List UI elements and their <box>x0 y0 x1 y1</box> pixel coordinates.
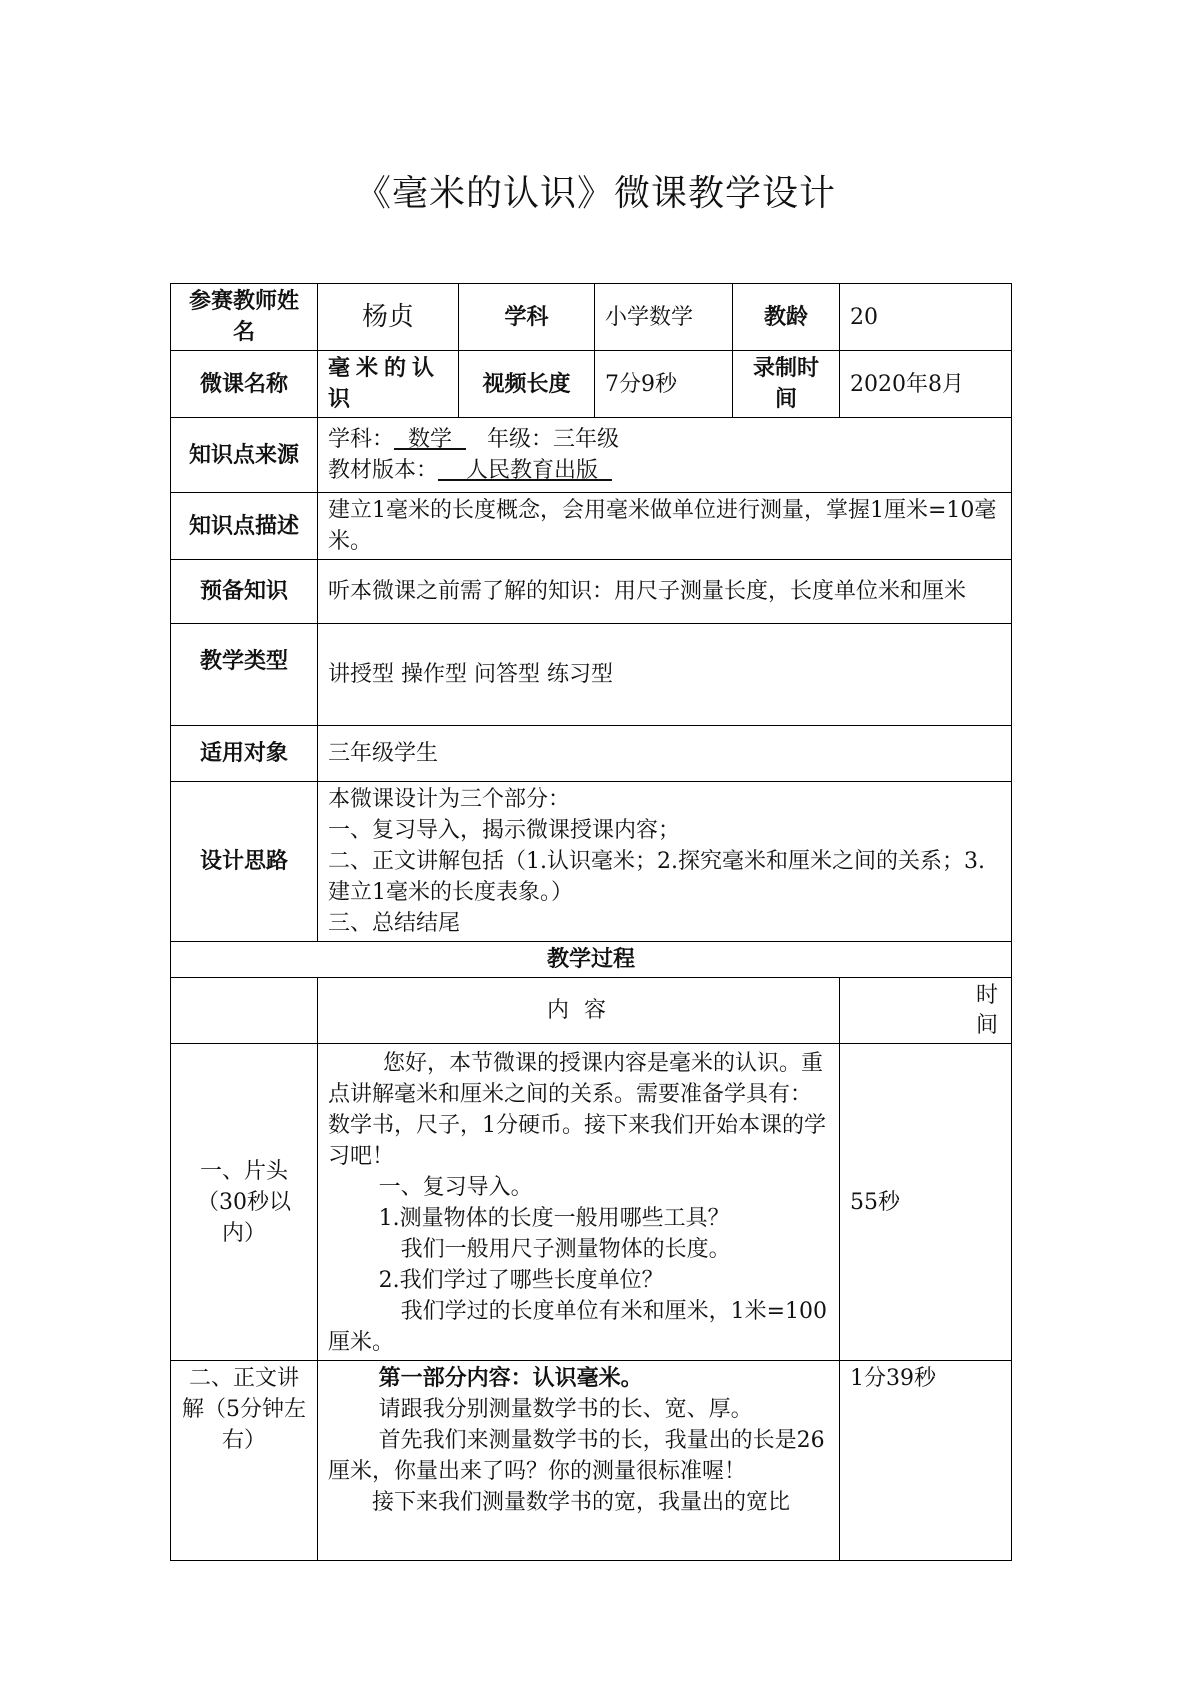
age-label: 教龄 <box>733 284 840 351</box>
course-label: 微课名称 <box>171 351 318 418</box>
design-value <box>318 782 1012 942</box>
design-label: 设计思路 <box>171 782 318 942</box>
row-prerequisite <box>171 560 1012 624</box>
row-teaching-type <box>171 624 1012 726</box>
source-grade-value: 三年级 <box>553 427 620 452</box>
description-label: 知识点描述 <box>171 493 318 560</box>
section-stage: 一、片头（30秒以内） <box>171 1044 318 1361</box>
design-line: 二、正文讲解包括（1.认识毫米；2.探究毫米和厘米之间的关系；3.建立1毫米的长度表象。） <box>328 849 985 905</box>
content-paragraph: 首先我们来测量数学书的长，我量出的长是26厘米，你量出来了吗？你的测量很标准喔！ <box>328 1428 825 1484</box>
source-edition-prefix: 教材版本： <box>328 458 439 483</box>
course-value: 毫米的认识 <box>318 351 459 418</box>
section-stage: 二、正文讲解（5分钟左右） <box>171 1361 318 1561</box>
subject-value: 小学数学 <box>595 284 733 351</box>
row-design <box>171 782 1012 942</box>
prerequisite-value: 听本微课之前需了解的知识：用尺子测量长度，长度单位米和厘米 <box>318 560 1012 624</box>
source-label: 知识点来源 <box>171 418 318 493</box>
prerequisite-label: 预备知识 <box>171 560 318 624</box>
stage-column-header <box>171 978 318 1044</box>
time-column-header <box>840 978 1012 1044</box>
content-paragraph: 一、复习导入。 <box>378 1175 533 1200</box>
teaching-type-label: 教学类型 <box>171 624 318 726</box>
audience-value: 三年级学生 <box>318 726 1012 782</box>
row-section-main <box>171 1361 1012 1561</box>
description-value: 建立1毫米的长度概念，会用毫米做单位进行测量，掌握1厘米=10毫米。 <box>318 493 1012 560</box>
time-column-label: 时间 <box>975 982 998 1038</box>
recorded-value: 2020年8月 <box>840 351 1012 418</box>
row-teacher <box>171 284 1012 351</box>
recorded-label: 录制时间 <box>733 351 840 418</box>
content-paragraph: 接下来我们测量数学书的宽，我量出的宽比 <box>372 1490 791 1515</box>
design-line: 一、复习导入，揭示微课授课内容； <box>328 818 681 843</box>
content-heading: 第一部分内容：认识毫米。 <box>378 1365 643 1391</box>
row-source <box>171 418 1012 493</box>
source-subject-value: 数学 <box>394 427 466 452</box>
row-audience <box>171 726 1012 782</box>
design-line: 本微课设计为三个部分： <box>328 787 571 812</box>
lesson-design-table <box>170 283 1012 1561</box>
content-paragraph: 1.测量物体的长度一般用哪些工具？ <box>378 1206 730 1231</box>
source-value <box>318 418 1012 493</box>
length-label: 视频长度 <box>459 351 595 418</box>
subject-label: 学科 <box>459 284 595 351</box>
section-time: 1分39秒 <box>840 1361 1012 1561</box>
row-description <box>171 493 1012 560</box>
source-edition-value: 人民教育出版 <box>438 458 612 483</box>
content-paragraph: 我们一般用尺子测量物体的长度。 <box>400 1237 731 1262</box>
source-subject-prefix: 学科： <box>328 427 395 452</box>
teaching-type-value: 讲授型 操作型 问答型 练习型 <box>318 624 1012 726</box>
section-time: 55秒 <box>840 1044 1012 1361</box>
content-paragraph: 您好，本节微课的授课内容是毫米的认识。重点讲解毫米和厘米之间的关系。需要准备学具有：数学书，尺子，1分硬币。接下来我们开始本课的学习吧！ <box>328 1051 826 1169</box>
process-header: 教学过程 <box>171 942 1012 978</box>
length-value: 7分9秒 <box>595 351 733 418</box>
teacher-value: 杨贞 <box>318 284 459 351</box>
row-process-columns <box>171 978 1012 1044</box>
content-column-header: 内 容 <box>318 978 840 1044</box>
source-grade-prefix: 年级： <box>486 427 553 452</box>
teacher-label: 参赛教师姓名 <box>171 284 318 351</box>
audience-label: 适用对象 <box>171 726 318 782</box>
row-course <box>171 351 1012 418</box>
section-content <box>318 1361 840 1561</box>
age-value: 20 <box>840 284 1012 351</box>
section-content <box>318 1044 840 1361</box>
content-paragraph: 2.我们学过了哪些长度单位？ <box>378 1268 664 1293</box>
content-paragraph: 请跟我分别测量数学书的长、宽、厚。 <box>378 1397 753 1422</box>
document-title: 《毫米的认识》微课教学设计 <box>354 173 836 214</box>
row-process-header <box>171 942 1012 978</box>
design-line: 三、总结结尾 <box>328 911 461 936</box>
content-paragraph: 我们学过的长度单位有米和厘米，1米=100厘米。 <box>328 1299 828 1355</box>
row-section-intro <box>171 1044 1012 1361</box>
